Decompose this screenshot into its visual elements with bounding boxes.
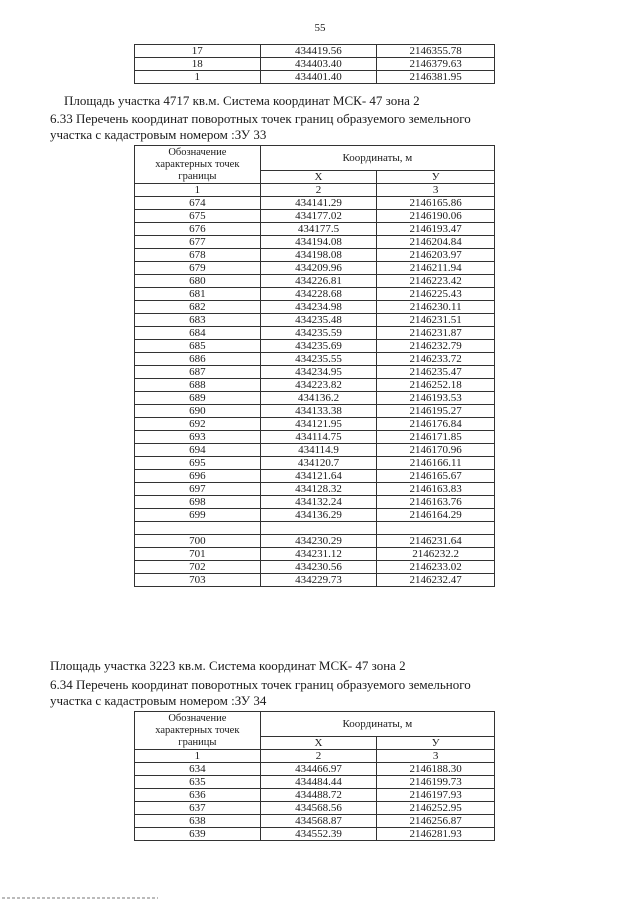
- table-row: [135, 236, 495, 249]
- coordinates-table-zu33: [134, 145, 495, 587]
- y-coordinate-cell: 2146199.73: [377, 776, 495, 789]
- header-designation: Обозначение характерных точек границы: [135, 146, 261, 184]
- coordinates-table-continued: [134, 44, 495, 84]
- y-coordinate-cell: 2146171.85: [377, 431, 495, 444]
- x-coordinate-cell: 434177.02: [260, 210, 377, 223]
- y-coordinate-cell: 2146163.76: [377, 496, 495, 509]
- coordinates-table-zu34: [134, 711, 495, 841]
- x-coordinate-cell: 434234.95: [260, 366, 377, 379]
- point-number-cell: 686: [135, 353, 261, 366]
- point-number-cell: [135, 522, 261, 535]
- x-coordinate-cell: 434484.44: [260, 776, 377, 789]
- y-coordinate-cell: [377, 522, 495, 535]
- point-number-cell: 701: [135, 548, 261, 561]
- point-number-cell: 639: [135, 828, 261, 841]
- point-number-cell: 697: [135, 483, 261, 496]
- header-y: У: [377, 737, 495, 750]
- table-row: [135, 444, 495, 457]
- y-coordinate-cell: 2146252.18: [377, 379, 495, 392]
- header-col-number-1: 1: [135, 750, 261, 763]
- x-coordinate-cell: 434235.55: [260, 353, 377, 366]
- header-y: У: [377, 171, 495, 184]
- point-number-cell: 1: [135, 71, 261, 84]
- y-coordinate-cell: 2146252.95: [377, 802, 495, 815]
- section-6-33-title-line1: 6.33 Перечень координат поворотных точек границ образуемого земельного: [50, 111, 471, 126]
- table-row: [135, 405, 495, 418]
- point-number-cell: 681: [135, 288, 261, 301]
- point-number-cell: 636: [135, 789, 261, 802]
- x-coordinate-cell: 434568.56: [260, 802, 377, 815]
- x-coordinate-cell: [260, 522, 377, 535]
- header-designation: Обозначение характерных точек границы: [135, 712, 261, 750]
- point-number-cell: 689: [135, 392, 261, 405]
- x-coordinate-cell: 434230.29: [260, 535, 377, 548]
- point-number-cell: 674: [135, 197, 261, 210]
- x-coordinate-cell: 434223.82: [260, 379, 377, 392]
- table-row: [135, 776, 495, 789]
- point-number-cell: 17: [135, 45, 261, 58]
- header-coordinates: Координаты, м: [260, 712, 494, 737]
- header-col-number-1: 1: [135, 184, 261, 197]
- y-coordinate-cell: 2146163.83: [377, 483, 495, 496]
- y-coordinate-cell: 2146193.53: [377, 392, 495, 405]
- table-row: [135, 45, 495, 58]
- table-row: [135, 340, 495, 353]
- y-coordinate-cell: 2146232.47: [377, 574, 495, 587]
- x-coordinate-cell: 434568.87: [260, 815, 377, 828]
- point-number-cell: 634: [135, 763, 261, 776]
- table-row: [135, 197, 495, 210]
- header-col-number-3: 3: [377, 184, 495, 197]
- y-coordinate-cell: 2146188.30: [377, 763, 495, 776]
- point-number-cell: 690: [135, 405, 261, 418]
- point-number-cell: 693: [135, 431, 261, 444]
- table-row: [135, 470, 495, 483]
- x-coordinate-cell: 434235.48: [260, 314, 377, 327]
- table-row: [135, 418, 495, 431]
- table-row: [135, 58, 495, 71]
- x-coordinate-cell: 434552.39: [260, 828, 377, 841]
- table-row: [135, 223, 495, 236]
- y-coordinate-cell: 2146230.11: [377, 301, 495, 314]
- section-6-34-title-line1: 6.34 Перечень координат поворотных точек границ образуемого земельного: [50, 677, 471, 692]
- table-row: [135, 379, 495, 392]
- point-number-cell: 685: [135, 340, 261, 353]
- header-x: Х: [260, 171, 377, 184]
- page-number: 55: [314, 22, 326, 34]
- table-row: [135, 815, 495, 828]
- point-number-cell: 678: [135, 249, 261, 262]
- point-number-cell: 688: [135, 379, 261, 392]
- y-coordinate-cell: 2146232.79: [377, 340, 495, 353]
- header-x: Х: [260, 737, 377, 750]
- header-col-number-2: 2: [260, 750, 377, 763]
- point-number-cell: 700: [135, 535, 261, 548]
- point-number-cell: 680: [135, 275, 261, 288]
- point-number-cell: 638: [135, 815, 261, 828]
- point-number-cell: 676: [135, 223, 261, 236]
- table-row: [135, 496, 495, 509]
- y-coordinate-cell: 2146355.78: [377, 45, 495, 58]
- y-coordinate-cell: 2146225.43: [377, 288, 495, 301]
- x-coordinate-cell: 434229.73: [260, 574, 377, 587]
- x-coordinate-cell: 434128.32: [260, 483, 377, 496]
- y-coordinate-cell: 2146204.84: [377, 236, 495, 249]
- point-number-cell: 695: [135, 457, 261, 470]
- point-number-cell: 702: [135, 561, 261, 574]
- y-coordinate-cell: 2146170.96: [377, 444, 495, 457]
- table-row: [135, 509, 495, 522]
- y-coordinate-cell: 2146232.2: [377, 548, 495, 561]
- table-row: [135, 574, 495, 587]
- y-coordinate-cell: 2146379.63: [377, 58, 495, 71]
- table-row: [135, 802, 495, 815]
- point-number-cell: 687: [135, 366, 261, 379]
- x-coordinate-cell: 434226.81: [260, 275, 377, 288]
- x-coordinate-cell: 434419.56: [260, 45, 377, 58]
- table-row: [135, 789, 495, 802]
- table-row: [135, 210, 495, 223]
- point-number-cell: 683: [135, 314, 261, 327]
- y-coordinate-cell: 2146231.51: [377, 314, 495, 327]
- point-number-cell: 18: [135, 58, 261, 71]
- point-number-cell: 682: [135, 301, 261, 314]
- x-coordinate-cell: 434136.2: [260, 392, 377, 405]
- point-number-cell: 692: [135, 418, 261, 431]
- y-coordinate-cell: 2146176.84: [377, 418, 495, 431]
- point-number-cell: 698: [135, 496, 261, 509]
- table-row: [135, 262, 495, 275]
- table-row: [135, 366, 495, 379]
- table-row: [135, 828, 495, 841]
- x-coordinate-cell: 434194.08: [260, 236, 377, 249]
- x-coordinate-cell: 434228.68: [260, 288, 377, 301]
- table-body: [135, 197, 495, 587]
- point-number-cell: 703: [135, 574, 261, 587]
- table-row: [135, 327, 495, 340]
- y-coordinate-cell: 2146165.67: [377, 470, 495, 483]
- section-6-33-title-line2: участка с кадастровым номером :ЗУ 33: [50, 127, 267, 142]
- x-coordinate-cell: 434136.29: [260, 509, 377, 522]
- y-coordinate-cell: 2146231.87: [377, 327, 495, 340]
- table-body: [135, 45, 495, 84]
- y-coordinate-cell: 2146281.93: [377, 828, 495, 841]
- x-coordinate-cell: 434198.08: [260, 249, 377, 262]
- y-coordinate-cell: 2146223.42: [377, 275, 495, 288]
- table-row: [135, 353, 495, 366]
- x-coordinate-cell: 434120.7: [260, 457, 377, 470]
- point-number-cell: 696: [135, 470, 261, 483]
- table-row: [135, 535, 495, 548]
- table-row: [135, 288, 495, 301]
- x-coordinate-cell: 434133.38: [260, 405, 377, 418]
- y-coordinate-cell: 2146166.11: [377, 457, 495, 470]
- x-coordinate-cell: 434403.40: [260, 58, 377, 71]
- y-coordinate-cell: 2146235.47: [377, 366, 495, 379]
- x-coordinate-cell: 434114.75: [260, 431, 377, 444]
- x-coordinate-cell: 434209.96: [260, 262, 377, 275]
- x-coordinate-cell: 434235.59: [260, 327, 377, 340]
- area-note-2: Площадь участка 3223 кв.м. Система координат МСК- 47 зона 2: [50, 658, 406, 673]
- table-body: [135, 763, 495, 841]
- x-coordinate-cell: 434235.69: [260, 340, 377, 353]
- area-note-1: Площадь участка 4717 кв.м. Система координат МСК- 47 зона 2: [64, 93, 420, 108]
- table-row: [135, 548, 495, 561]
- table-row: [135, 275, 495, 288]
- point-number-cell: 679: [135, 262, 261, 275]
- x-coordinate-cell: 434234.98: [260, 301, 377, 314]
- y-coordinate-cell: 2146256.87: [377, 815, 495, 828]
- point-number-cell: 684: [135, 327, 261, 340]
- y-coordinate-cell: 2146233.72: [377, 353, 495, 366]
- table-row: [135, 483, 495, 496]
- point-number-cell: 675: [135, 210, 261, 223]
- y-coordinate-cell: 2146190.06: [377, 210, 495, 223]
- y-coordinate-cell: 2146165.86: [377, 197, 495, 210]
- y-coordinate-cell: 2146211.94: [377, 262, 495, 275]
- y-coordinate-cell: 2146164.29: [377, 509, 495, 522]
- x-coordinate-cell: 434177.5: [260, 223, 377, 236]
- header-coordinates: Координаты, м: [260, 146, 494, 171]
- x-coordinate-cell: 434121.95: [260, 418, 377, 431]
- table-row: [135, 392, 495, 405]
- x-coordinate-cell: 434401.40: [260, 71, 377, 84]
- table-row: [135, 431, 495, 444]
- point-number-cell: 699: [135, 509, 261, 522]
- x-coordinate-cell: 434121.64: [260, 470, 377, 483]
- table-row: [135, 522, 495, 535]
- header-col-number-3: 3: [377, 750, 495, 763]
- section-6-34-title-line2: участка с кадастровым номером :ЗУ 34: [50, 693, 267, 708]
- x-coordinate-cell: 434230.56: [260, 561, 377, 574]
- table-row: [135, 763, 495, 776]
- footer-scan-mark: [2, 897, 158, 899]
- y-coordinate-cell: 2146381.95: [377, 71, 495, 84]
- point-number-cell: 694: [135, 444, 261, 457]
- y-coordinate-cell: 2146193.47: [377, 223, 495, 236]
- table-row: [135, 561, 495, 574]
- header-col-number-2: 2: [260, 184, 377, 197]
- y-coordinate-cell: 2146195.27: [377, 405, 495, 418]
- y-coordinate-cell: 2146197.93: [377, 789, 495, 802]
- point-number-cell: 637: [135, 802, 261, 815]
- x-coordinate-cell: 434114.9: [260, 444, 377, 457]
- table-row: [135, 301, 495, 314]
- y-coordinate-cell: 2146231.64: [377, 535, 495, 548]
- table-row: [135, 71, 495, 84]
- table-row: [135, 249, 495, 262]
- x-coordinate-cell: 434488.72: [260, 789, 377, 802]
- y-coordinate-cell: 2146233.02: [377, 561, 495, 574]
- x-coordinate-cell: 434466.97: [260, 763, 377, 776]
- point-number-cell: 677: [135, 236, 261, 249]
- table-row: [135, 457, 495, 470]
- x-coordinate-cell: 434132.24: [260, 496, 377, 509]
- table-row: [135, 314, 495, 327]
- point-number-cell: 635: [135, 776, 261, 789]
- x-coordinate-cell: 434231.12: [260, 548, 377, 561]
- y-coordinate-cell: 2146203.97: [377, 249, 495, 262]
- x-coordinate-cell: 434141.29: [260, 197, 377, 210]
